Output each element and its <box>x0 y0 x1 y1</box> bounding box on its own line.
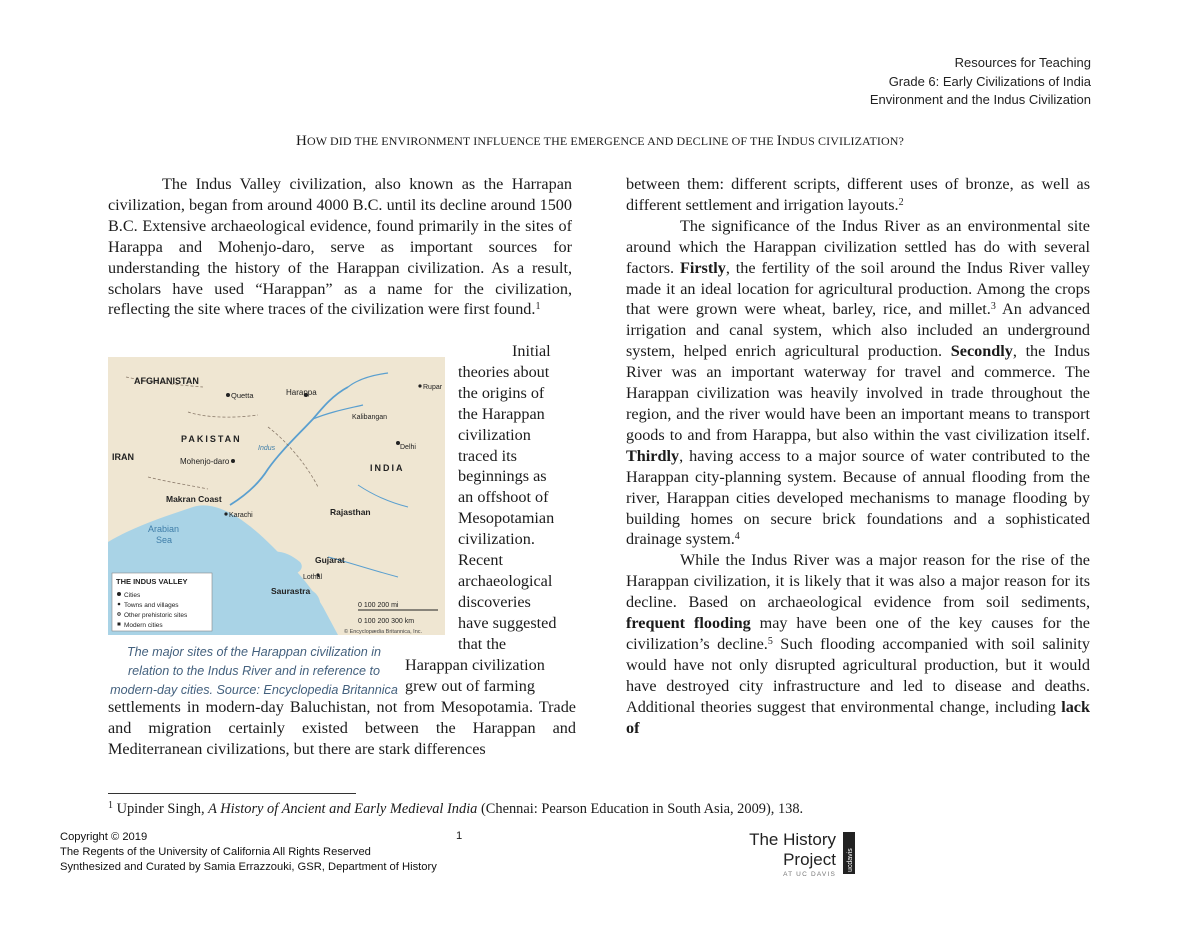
logo-subtitle: AT UC DAVIS <box>783 871 836 878</box>
footnote-ref-4[interactable]: 4 <box>734 531 740 543</box>
significance-text-d: An advanced irrigation and canal system, which also included an underground system, helped enrich agricultural production. <box>626 300 1090 361</box>
left-column-end: settlements in modern-day Baluchistan, not from Mesopotamia. Trade and migration certainly existed between the Harappan and Mediterranean civilizations, but there are stark differences <box>108 698 576 758</box>
rights-line: The Regents of the University of California All Rights Reserved <box>60 845 371 858</box>
wrap-line: beginnings as <box>458 467 547 486</box>
map-label-mohenjo: Mohenjo-daro <box>180 457 230 466</box>
map-label-gujarat: Gujarat <box>315 555 345 565</box>
wrap-line: theories about <box>458 362 550 381</box>
copyright-line: Copyright © 2019 <box>60 831 148 843</box>
wrap-line: traced its <box>458 446 517 465</box>
header-line-unit: Environment and the Indus Civilization <box>869 92 1091 107</box>
map-label-karachi: Karachi <box>229 512 253 519</box>
logo-ucdavis-bar <box>843 832 855 874</box>
wrap-line: have suggested <box>458 613 557 632</box>
map-label-saurastra: Saurastra <box>271 586 311 596</box>
wrap-line: that the <box>458 634 507 653</box>
logo-line-2: Project <box>783 850 836 869</box>
wrap-line: Recent <box>458 551 503 570</box>
significance-text-f: , having access to a major source of water contributed to the Harappan city-planning system. Because of annual flooding from the river, Harappan cities developed mechanisms to manage flooding by building homes on secure brick foundations and a sophisticated drainage system. <box>626 446 1090 549</box>
footnote-number: 1 <box>108 800 113 811</box>
title-cap-1: H <box>296 133 307 149</box>
map-label-rajasthan: Rajasthan <box>330 507 371 517</box>
map-legend-cities: Cities <box>124 592 141 599</box>
map-label-makran: Makran Coast <box>166 494 222 504</box>
map-caption: The major sites of the Harappan civilization in relation to the Indus River and in reference to modern-day cities. Source: Encyclopedia Britannica <box>110 645 398 697</box>
left-column <box>108 174 572 320</box>
map-label-lothal: Lothal <box>303 574 323 581</box>
header-line-grade: Grade 6: Early Civilizations of India <box>888 73 1091 89</box>
intro-paragraph <box>108 174 572 320</box>
document-header <box>870 54 1091 110</box>
thirdly-bold: Thirdly <box>626 446 680 465</box>
map-scale-miles: 0 100 200 mi <box>358 602 399 609</box>
lack-of-bold: lack of <box>626 697 1090 737</box>
wrap-line: civilization <box>458 425 531 444</box>
map-label-sea: Sea <box>156 535 173 545</box>
copyright-block <box>60 830 437 874</box>
firstly-bold: Firstly <box>679 258 726 277</box>
significance-text-e: , the Indus River was an important waterway for travel and commerce. The Harappan civilization was heavily involved in trade throughout the region, and the river would have been an important means to transport goods to and from Harappa, but also within the vast civilization itself. <box>626 342 1090 444</box>
map-label-pakistan: PAKISTAN <box>181 434 242 444</box>
footnote-ref-1[interactable]: 1 <box>535 301 541 313</box>
history-project-logo <box>750 830 860 880</box>
footnote-book-title: A History of Ancient and Early Medieval India <box>208 801 478 817</box>
right-continuation-paragraph <box>626 174 1090 216</box>
map-label-india: INDIA <box>370 463 405 473</box>
footnote-publication: (Chennai: Pearson Education in South Asia, 2009), 138. <box>477 801 804 817</box>
wrap-line: Initial <box>512 342 551 360</box>
below-line-1: Harappan civilization <box>405 656 545 674</box>
below-line-2: grew out of farming <box>405 676 535 695</box>
wrap-line: the origins of <box>458 383 545 402</box>
decline-text-d: Such flooding accompanied with soil salinity would have not only disrupted agricultural production, but it would have destroyed city infrastructure and led to disease and deaths. Additional theories suggest that environmental change, including <box>626 634 1090 716</box>
footnote-1 <box>108 800 803 818</box>
footnote-divider <box>108 793 356 794</box>
header-line-resources: Resources for Teaching <box>954 55 1091 70</box>
intro-text: The Indus Valley civilization, also known as the Harrapan civilization, began from around 4000 B.C. until its decline around 1500 B.C. Extensive archaeological evidence, found primarily in the sites of Harappa and Mohenjo-daro, serve as important sources for understanding the history of the Harappan civilization. As a result, scholars have used “Harappan” as a name for the civilization, reflecting the site where traces of the civilization were first found. <box>108 175 572 319</box>
wrap-line: Mesopotamian <box>458 509 555 528</box>
map-label-indus-river: Indus <box>258 445 276 452</box>
wrapped-text-beside-map <box>458 341 572 655</box>
wrap-line: archaeological <box>458 571 553 590</box>
wrap-line: discoveries <box>458 592 531 611</box>
map-label-arabian: Arabian <box>148 524 180 534</box>
map-label-rupar: Rupar <box>423 384 443 391</box>
logo-line-1: The History <box>749 830 836 849</box>
below-map-lines <box>405 655 545 697</box>
wrap-line: civilization. <box>458 530 535 549</box>
footnote-ref-5[interactable]: 5 <box>767 635 773 647</box>
right-column <box>626 174 1090 738</box>
significance-text-a: The significance of the Indus River as an environmental site around which the Harappan civilization settled has do with several factors. <box>626 216 1090 277</box>
page-title <box>0 133 1200 150</box>
title-cap-2: I <box>776 133 782 149</box>
decline-text-c: may have been one of the key causes for the civilization’s decline. <box>626 614 1090 653</box>
wrap-line: an offshoot of <box>458 488 549 507</box>
curator-line: Synthesized and Curated by Samia Errazzouki, GSR, Department of History <box>60 860 437 873</box>
footnote-author: Upinder Singh, <box>113 801 209 817</box>
map-legend-title: THE INDUS VALLEY <box>116 577 188 586</box>
continuation-text: between them: different scripts, different uses of bronze, as well as different settlement and irrigation layouts. <box>626 175 1090 214</box>
map-legend-other-sites: Other prehistoric sites <box>124 612 188 619</box>
page-number: 1 <box>456 830 463 842</box>
map-legend-towns: Towns and villages <box>124 602 179 609</box>
map-label-iran: IRAN <box>112 452 134 462</box>
map-label-afghanistan: AFGHANISTAN <box>134 376 199 386</box>
decline-paragraph <box>626 550 1090 738</box>
frequent-flooding-bold: frequent flooding <box>626 614 751 633</box>
significance-text-c: , the fertility of the soil around the Indus River valley made it an ideal location for agricultural production. Among the crops that were grown were wheat, barley, rice, and millet. <box>626 258 1090 319</box>
map-credit: © Encyclopædia Britannica, Inc. <box>344 629 423 635</box>
significance-paragraph <box>626 216 1090 551</box>
secondly-bold: Secondly <box>950 342 1013 361</box>
map-scale-km: 0 100 200 300 km <box>358 618 415 625</box>
map-label-kalibangan: Kalibangan <box>352 414 388 421</box>
indus-valley-map <box>108 357 445 635</box>
wrap-line: the Harappan <box>458 404 545 423</box>
map-label-quetta: Quetta <box>231 391 254 400</box>
title-smallcaps-1: OW DID THE ENVIRONMENT INFLUENCE THE EMERGENCE AND DECLINE OF THE <box>306 134 777 148</box>
footnote-ref-3[interactable]: 3 <box>990 301 996 313</box>
title-smallcaps-2: NDUS CIVILIZATION? <box>781 134 904 148</box>
footnote-ref-2[interactable]: 2 <box>898 196 904 208</box>
decline-text-a: While the Indus River was a major reason for the rise of the Harappan civilization, it is likely that it was also a major reason for its decline. Based on archaeological evidence from soil sediments, <box>626 551 1090 612</box>
logo-bar-text: ucdavis <box>847 848 854 872</box>
map-legend-modern: Modern cities <box>124 622 163 629</box>
map-label-delhi: Delhi <box>400 444 416 451</box>
map-label-harappa: Harappa <box>286 388 317 397</box>
